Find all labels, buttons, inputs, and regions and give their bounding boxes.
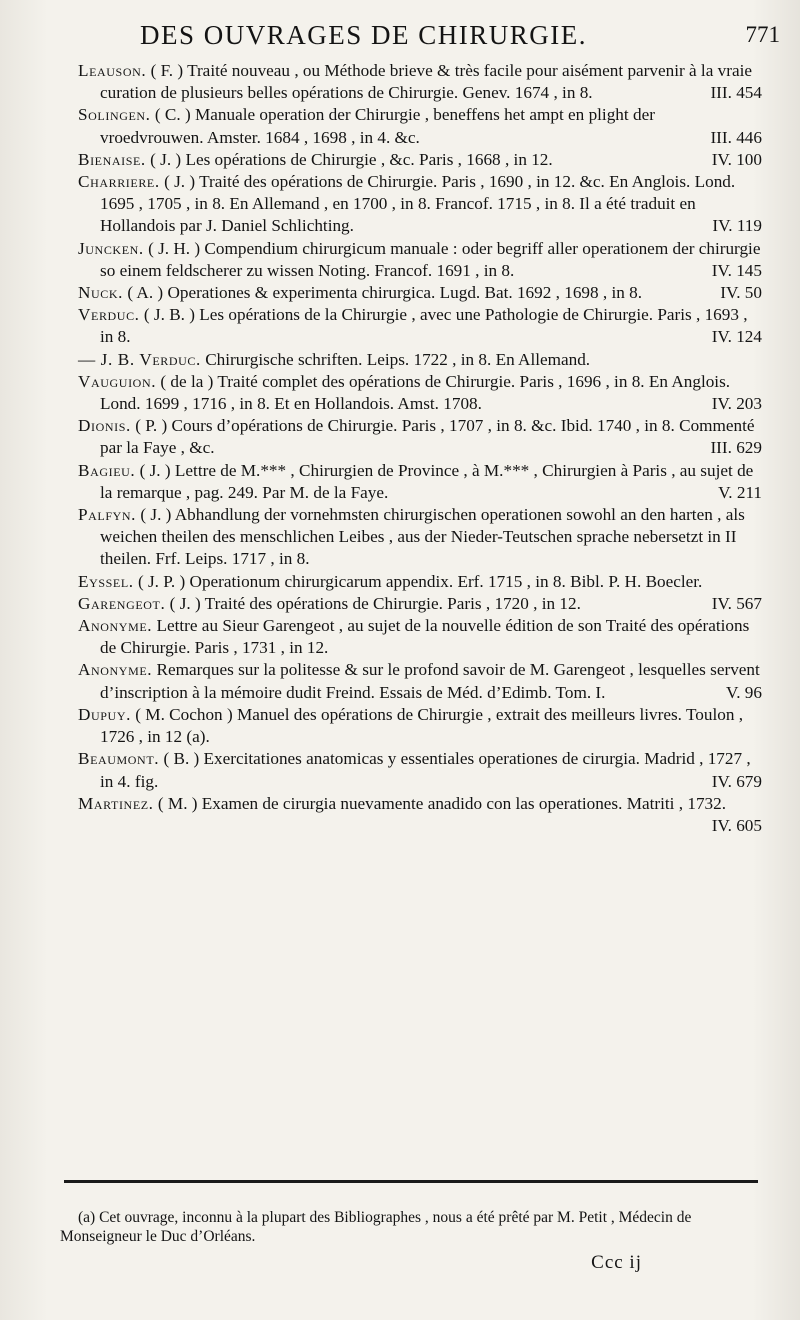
bibliography-entry (78, 748, 762, 792)
entry-text: Remarques sur la politesse & sur le profond savoir de M. Garengeot , lesquelles servent d’inscription à la mémoire dudit Freind. Essais de Méd. d’Edimb. Tom. I. (100, 660, 760, 702)
bibliography-entry (78, 149, 762, 171)
entry-text: ( J. ) Traité des opérations de Chirurgie. Paris , 1720 , in 12. (165, 593, 581, 613)
bibliography-entry (78, 104, 762, 148)
bibliography-entry (78, 793, 762, 835)
bibliography-entry (78, 349, 762, 371)
entry-text: ( A. ) Operationes & experimenta chirurgica. Lugd. Bat. 1692 , 1698 , in 8. (123, 283, 643, 303)
bibliography-entry (78, 571, 762, 593)
entry-reference: IV. 100 (711, 149, 762, 169)
entry-reference: V. 211 (718, 482, 762, 502)
entry-author: Bagieu. (78, 460, 136, 480)
entry-author: Anonyme. (78, 660, 153, 680)
running-header (140, 20, 780, 60)
entry-text: ( J. ) Traité des opérations de Chirurgie. Paris , 1690 , in 12. &c. En Anglois. Lond. 1695 , 1705 , in 8. En Allemand , en 1700 , in 8. Francof. 1715 , in 8. Il a été traduit en Hollandois par J. Daniel Schlichting. (100, 172, 736, 236)
entry-text: Chirurgische schriften. Leips. 1722 , in 8. En Allemand. (200, 349, 591, 369)
bibliography-entry (78, 460, 762, 504)
bibliography-entry (78, 371, 762, 415)
bibliography-entry (78, 659, 762, 703)
page-number: 771 (745, 22, 780, 47)
entry-text: ( J. P. ) Operationum chirurgicarum appendix. Erf. 1715 , in 8. Bibl. P. H. Boecler. (133, 571, 703, 591)
signature-mark: Ccc ij (591, 1252, 642, 1273)
entry-text: ( B. ) Exercitationes anatomicas y essentiales operationes de cirurgia. Madrid , 1727 , in 4. fig. (100, 749, 751, 791)
entry-text: ( F. ) Traité nouveau , ou Méthode brieve & très facile pour aisément parvenir à la vraie curation de plusieurs belles opérations de Chirurgie. Genev. 1674 , in 8. (100, 61, 752, 103)
bibliography-entry (78, 282, 762, 304)
entry-author: Vauguion. (78, 371, 157, 391)
entry-author: Nuck. (78, 283, 124, 303)
entry-author: Solingen. (78, 105, 151, 125)
entry-author: Eyssel. (78, 571, 134, 591)
bibliography-entry (78, 415, 762, 459)
entry-reference: IV. 203 (711, 394, 762, 414)
footnote (60, 1208, 760, 1246)
entry-author: Dionis. (78, 416, 131, 436)
entry-text: ( J. ) Abhandlung der vornehmsten chirurgischen operationen sowohl an den harten , als weichen theilen des menschlichen Leibes , aus der Nieder-Teutschen sprache nebersetzt in II theilen. Frf. Leips. 1717 , in 8. (100, 505, 745, 569)
entry-text: ( M. Cochon ) Manuel des opérations de Chirurgie , extrait des meilleurs livres. Toulon , 1726 , in 12 (a). (100, 704, 744, 747)
bibliography-entry (78, 504, 762, 571)
bibliography-entry (78, 704, 762, 748)
entry-text: ( P. ) Cours d’opérations de Chirurgie. Paris , 1707 , in 8. &c. Ibid. 1740 , in 8. Commenté par la Faye , &c. (100, 416, 755, 458)
entry-text: ( J. ) Lettre de M.*** , Chirurgien de Province , à M.*** , Chirurgien à Paris , au sujet de la remarque , pag. 249. Par M. de la Faye. (100, 460, 754, 502)
entry-reference: IV. 124 (711, 327, 762, 347)
entry-reference: IV. 119 (712, 216, 762, 236)
entry-author: — J. B. Verduc. (78, 349, 201, 369)
footnote-divider (64, 1180, 758, 1183)
entry-reference: IV. 679 (711, 771, 762, 791)
entry-reference: IV. 605 (711, 815, 762, 835)
entry-reference: III. 629 (710, 438, 762, 458)
entry-reference: IV. 145 (711, 260, 762, 280)
bibliography-list (78, 60, 762, 837)
bibliography-entry (78, 171, 762, 238)
entry-reference: IV. 50 (720, 283, 762, 303)
entry-author: Garengeot. (78, 593, 166, 613)
footnote-text: (a) Cet ouvrage, inconnu à la plupart des Bibliographes , nous a été prêté par M. Petit , Médecin de Monseigneur le Duc d’Orléans. (60, 1209, 692, 1245)
bibliography-entry (78, 60, 762, 104)
entry-text: ( J. B. ) Les opérations de la Chirurgie , avec une Pathologie de Chirurgie. Paris , 1693 , in 8. (100, 305, 748, 347)
entry-author: Beaumont. (78, 749, 160, 769)
bibliography-entry (78, 615, 762, 659)
page-title: DES OUVRAGES DE CHIRURGIE. (140, 20, 588, 50)
entry-author: Dupuy. (78, 704, 131, 724)
entry-author: Verduc. (78, 305, 140, 325)
entry-reference: III. 454 (710, 83, 762, 103)
entry-text: ( J. H. ) Compendium chirurgicum manuale : oder begriff aller operationem der chirurgie so einem feldscherer zu wissen Noting. Francof. 1691 , in 8. (100, 238, 761, 280)
entry-author: Bienaise. (78, 149, 146, 169)
bibliography-entry (78, 238, 762, 282)
entry-reference: IV. 567 (711, 593, 762, 613)
entry-author: Anonyme. (78, 616, 153, 636)
entry-reference: III. 446 (710, 127, 762, 147)
entry-reference: V. 96 (726, 682, 762, 702)
bibliography-entry (78, 304, 762, 348)
entry-text: ( J. ) Les opérations de Chirurgie , &c. Paris , 1668 , in 12. (145, 149, 553, 169)
entry-text: ( C. ) Manuale operation der Chirurgie , beneffens het ampt en plight der vroedvrouwen. Amster. 1684 , 1698 , in 4. &c. (100, 105, 655, 147)
entry-author: Palfyn. (78, 505, 137, 525)
bibliography-entry (78, 593, 762, 615)
entry-text: Lettre au Sieur Garengeot , au sujet de la nouvelle édition de son Traité des opérations de Chirurgie. Paris , 1731 , in 12. (100, 616, 750, 658)
entry-text: ( de la ) Traité complet des opérations de Chirurgie. Paris , 1696 , in 8. En Anglois. Lond. 1699 , 1716 , in 8. Et en Hollandois. Amst. 1708. (100, 371, 731, 414)
entry-text: ( M. ) Examen de cirurgia nuevamente anadido con las operationes. Matriti , 1732. (153, 793, 727, 813)
entry-author: Martinez. (78, 793, 154, 813)
entry-author: Juncken. (78, 238, 144, 258)
entry-author: Charriere. (78, 172, 160, 192)
entry-author: Leauson. (78, 61, 147, 80)
